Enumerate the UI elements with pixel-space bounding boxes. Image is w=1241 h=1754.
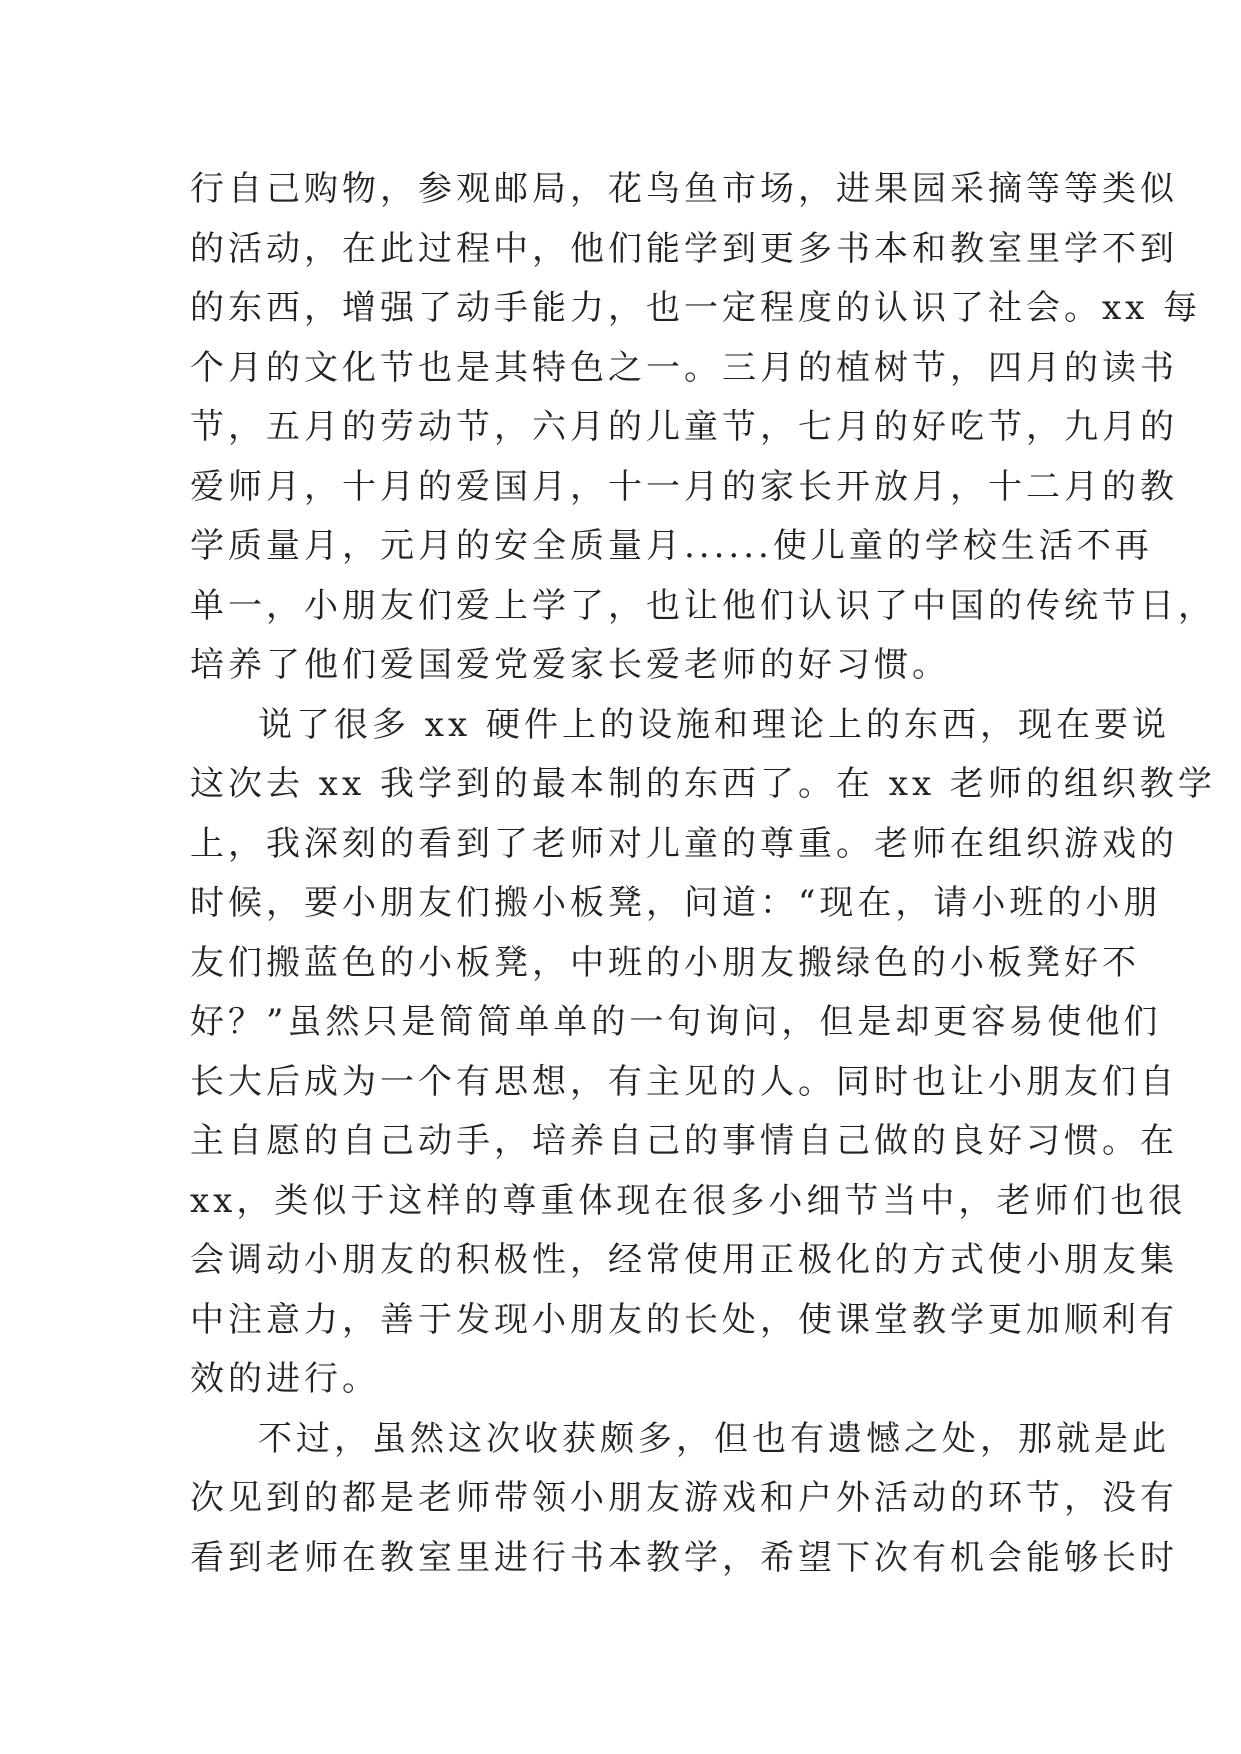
paragraph — [190, 696, 1216, 1410]
text-line: 好？”虽然只是简简单单的一句询问，但是却更容易使他们 — [190, 1002, 1162, 1042]
paragraph — [190, 1410, 1178, 1589]
text-line: 说了很多 xx 硬件上的设施和理论上的东西，现在要说 — [258, 704, 1170, 745]
text-line: 会调动小朋友的积极性，经常使用正极化的方式使小朋友集 — [190, 1240, 1178, 1280]
text-line: 友们搬蓝色的小板凳，中班的小朋友搬绿色的小板凳好不 — [190, 942, 1140, 983]
text-line: 培养了他们爱国爱党爱家长爱老师的好习惯。 — [190, 645, 950, 685]
text-line: 效的进行。 — [190, 1359, 380, 1399]
text-line: 个月的文化节也是其特色之一。三月的植树节，四月的读书 — [190, 347, 1178, 388]
text-line: 次见到的都是老师带领小朋友游戏和户外活动的环节，没有 — [190, 1478, 1178, 1518]
text-line: 学质量月，元月的安全质量月......使儿童的学校生活不再 — [190, 526, 1153, 566]
text-line: 行自己购物，参观邮局，花鸟鱼市场，进果园采摘等等类似 — [190, 169, 1178, 209]
text-line: 爱师月，十月的爱国月，十一月的家长开放月，十二月的教 — [190, 466, 1178, 507]
text-line: 的东西，增强了动手能力，也一定程度的认识了社会。xx 每 — [190, 288, 1202, 328]
document-body — [190, 160, 1216, 1588]
text-line: 长大后成为一个有思想，有主见的人。同时也让小朋友们自 — [190, 1061, 1178, 1102]
text-line: 不过，虽然这次收获颇多，但也有遗憾之处，那就是此 — [258, 1418, 1170, 1459]
text-line: 这次去 xx 我学到的最本制的东西了。在 xx 老师的组织教学 — [190, 764, 1216, 804]
text-line: 时候，要小朋友们搬小板凳，问道：“现在，请小班的小朋 — [190, 883, 1162, 923]
text-line: 单一，小朋友们爱上学了，也让他们认识了中国的传统节日， — [190, 585, 1216, 626]
text-line: 看到老师在教室里进行书本教学，希望下次有机会能够长时 — [190, 1537, 1178, 1578]
text-line: 的活动，在此过程中，他们能学到更多书本和教室里学不到 — [190, 228, 1178, 269]
paragraph — [190, 160, 1216, 696]
text-line: 中注意力，善于发现小朋友的长处，使课堂教学更加顺利有 — [190, 1299, 1178, 1340]
text-line: 节，五月的劳动节，六月的儿童节，七月的好吃节，九月的 — [190, 407, 1178, 447]
text-line: xx，类似于这样的尊重体现在很多小细节当中，老师们也很 — [190, 1180, 1187, 1221]
text-line: 上，我深刻的看到了老师对儿童的尊重。老师在组织游戏的 — [190, 823, 1178, 864]
text-line: 主自愿的自己动手，培养自己的事情自己做的良好习惯。在 — [190, 1121, 1178, 1161]
